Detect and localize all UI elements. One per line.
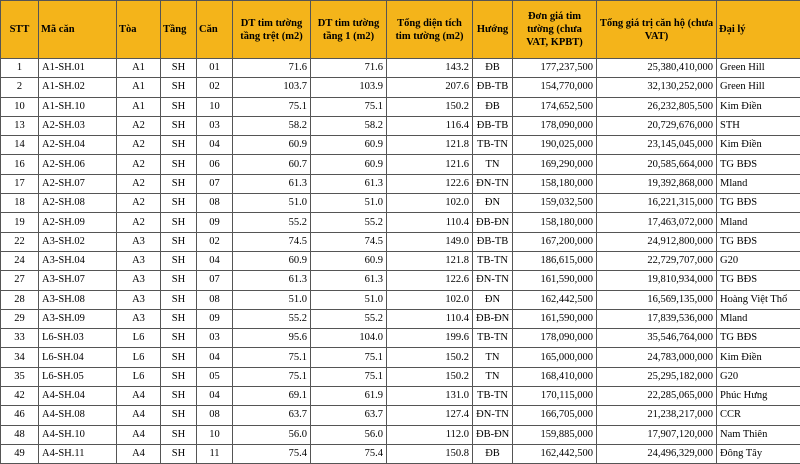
cell-total-area: 102.0 — [387, 290, 473, 309]
header-unit-code: Mã căn — [39, 1, 117, 59]
cell-stt: 46 — [1, 406, 39, 425]
cell-unit-price: 177,237,500 — [513, 59, 597, 78]
cell-ground-area: 103.7 — [233, 78, 311, 97]
cell-stt: 1 — [1, 59, 39, 78]
cell-unit: 08 — [197, 194, 233, 213]
cell-floor1-area: 55.2 — [311, 213, 387, 232]
cell-agency: Green Hill — [717, 59, 800, 78]
table-row — [1, 329, 800, 348]
cell-ground-area: 61.3 — [233, 174, 311, 193]
cell-direction: ĐN-TN — [473, 406, 513, 425]
cell-agency: Phúc Hưng — [717, 387, 800, 406]
cell-unit-price: 162,442,500 — [513, 290, 597, 309]
cell-total-area: 150.8 — [387, 444, 473, 463]
header-stt: STT — [1, 1, 39, 59]
cell-floor1-area: 71.6 — [311, 59, 387, 78]
cell-floor: SH — [161, 329, 197, 348]
cell-unit-price: 168,410,000 — [513, 367, 597, 386]
cell-total-area: 143.2 — [387, 59, 473, 78]
cell-tower: A4 — [117, 444, 161, 463]
cell-direction: ĐB-TB — [473, 116, 513, 135]
cell-tower: A3 — [117, 251, 161, 270]
cell-ground-area: 60.9 — [233, 136, 311, 155]
cell-tower: A2 — [117, 116, 161, 135]
cell-agency: CCR — [717, 406, 800, 425]
cell-unit-price: 178,090,000 — [513, 329, 597, 348]
cell-direction: ĐB — [473, 444, 513, 463]
cell-unit-code: A2-SH.06 — [39, 155, 117, 174]
cell-direction: TN — [473, 367, 513, 386]
cell-total-area: 207.6 — [387, 78, 473, 97]
header-ground-area: DT tim tường tầng trệt (m2) — [233, 1, 311, 59]
table-row — [1, 174, 800, 193]
header-row — [1, 1, 800, 59]
cell-total-value: 23,145,045,000 — [597, 136, 717, 155]
cell-direction: ĐB-ĐN — [473, 213, 513, 232]
cell-total-value: 25,380,410,000 — [597, 59, 717, 78]
cell-unit: 10 — [197, 425, 233, 444]
cell-total-value: 21,238,217,000 — [597, 406, 717, 425]
cell-stt: 27 — [1, 271, 39, 290]
table-row — [1, 290, 800, 309]
cell-floor1-area: 61.9 — [311, 387, 387, 406]
cell-unit-price: 161,590,000 — [513, 309, 597, 328]
cell-floor1-area: 103.9 — [311, 78, 387, 97]
cell-tower: A4 — [117, 406, 161, 425]
cell-unit: 09 — [197, 213, 233, 232]
cell-tower: A1 — [117, 97, 161, 116]
cell-direction: ĐB-ĐN — [473, 425, 513, 444]
table-row — [1, 425, 800, 444]
cell-unit-code: A3-SH.02 — [39, 232, 117, 251]
cell-unit-code: A4-SH.08 — [39, 406, 117, 425]
header-agency: Đại lý — [717, 1, 800, 59]
cell-unit: 09 — [197, 309, 233, 328]
cell-floor: SH — [161, 174, 197, 193]
table-body — [1, 59, 800, 464]
cell-floor1-area: 75.1 — [311, 97, 387, 116]
cell-unit-price: 159,885,000 — [513, 425, 597, 444]
cell-tower: A3 — [117, 309, 161, 328]
cell-floor1-area: 63.7 — [311, 406, 387, 425]
cell-unit: 01 — [197, 59, 233, 78]
cell-tower: A1 — [117, 59, 161, 78]
cell-total-area: 131.0 — [387, 387, 473, 406]
cell-unit-code: A2-SH.03 — [39, 116, 117, 135]
cell-total-area: 121.8 — [387, 251, 473, 270]
cell-ground-area: 60.7 — [233, 155, 311, 174]
cell-stt: 33 — [1, 329, 39, 348]
cell-total-value: 20,585,664,000 — [597, 155, 717, 174]
cell-ground-area: 61.3 — [233, 271, 311, 290]
cell-unit-code: A1-SH.02 — [39, 78, 117, 97]
cell-agency: TG BĐS — [717, 271, 800, 290]
cell-unit: 04 — [197, 136, 233, 155]
cell-total-value: 35,546,764,000 — [597, 329, 717, 348]
cell-stt: 34 — [1, 348, 39, 367]
cell-floor: SH — [161, 213, 197, 232]
cell-direction: TB-TN — [473, 329, 513, 348]
cell-stt: 13 — [1, 116, 39, 135]
cell-unit: 05 — [197, 367, 233, 386]
cell-agency: Mland — [717, 309, 800, 328]
cell-unit-price: 158,180,000 — [513, 213, 597, 232]
header-floor: Tầng — [161, 1, 197, 59]
cell-ground-area: 75.1 — [233, 97, 311, 116]
cell-stt: 29 — [1, 309, 39, 328]
cell-ground-area: 95.6 — [233, 329, 311, 348]
cell-floor: SH — [161, 194, 197, 213]
cell-unit-price: 165,000,000 — [513, 348, 597, 367]
cell-agency: TG BĐS — [717, 232, 800, 251]
cell-direction: ĐB-TB — [473, 78, 513, 97]
cell-unit-price: 169,290,000 — [513, 155, 597, 174]
cell-floor1-area: 51.0 — [311, 290, 387, 309]
table-row — [1, 194, 800, 213]
table-row — [1, 136, 800, 155]
cell-ground-area: 75.1 — [233, 367, 311, 386]
cell-tower: L6 — [117, 348, 161, 367]
cell-stt: 49 — [1, 444, 39, 463]
cell-unit-price: 170,115,000 — [513, 387, 597, 406]
table-row — [1, 59, 800, 78]
cell-total-value: 17,463,072,000 — [597, 213, 717, 232]
table-row — [1, 387, 800, 406]
table-row — [1, 97, 800, 116]
cell-tower: A2 — [117, 155, 161, 174]
cell-floor: SH — [161, 406, 197, 425]
cell-tower: L6 — [117, 367, 161, 386]
cell-direction: ĐB-ĐN — [473, 309, 513, 328]
cell-unit-price: 166,705,000 — [513, 406, 597, 425]
table-row — [1, 348, 800, 367]
cell-unit: 04 — [197, 251, 233, 270]
cell-agency: Mland — [717, 213, 800, 232]
cell-total-value: 19,810,934,000 — [597, 271, 717, 290]
cell-total-value: 26,232,805,500 — [597, 97, 717, 116]
cell-tower: A3 — [117, 232, 161, 251]
cell-unit-price: 174,652,500 — [513, 97, 597, 116]
cell-agency: Green Hill — [717, 78, 800, 97]
cell-stt: 14 — [1, 136, 39, 155]
cell-stt: 18 — [1, 194, 39, 213]
cell-unit-price: 158,180,000 — [513, 174, 597, 193]
cell-total-value: 24,912,800,000 — [597, 232, 717, 251]
cell-unit-price: 167,200,000 — [513, 232, 597, 251]
cell-unit-code: A1-SH.10 — [39, 97, 117, 116]
cell-total-area: 121.8 — [387, 136, 473, 155]
cell-unit-code: A2-SH.09 — [39, 213, 117, 232]
table-row — [1, 251, 800, 270]
cell-unit-price: 190,025,000 — [513, 136, 597, 155]
header-tower: Tòa — [117, 1, 161, 59]
cell-total-value: 17,839,536,000 — [597, 309, 717, 328]
cell-unit-code: A1-SH.01 — [39, 59, 117, 78]
cell-ground-area: 56.0 — [233, 425, 311, 444]
table-row — [1, 78, 800, 97]
cell-total-value: 20,729,676,000 — [597, 116, 717, 135]
cell-direction: ĐN — [473, 194, 513, 213]
cell-floor: SH — [161, 387, 197, 406]
table-row — [1, 444, 800, 463]
cell-total-value: 32,130,252,000 — [597, 78, 717, 97]
cell-floor: SH — [161, 97, 197, 116]
cell-agency: Nam Thiên — [717, 425, 800, 444]
cell-unit: 02 — [197, 78, 233, 97]
cell-unit-price: 154,770,000 — [513, 78, 597, 97]
cell-agency: Kim Điền — [717, 136, 800, 155]
cell-agency: G20 — [717, 367, 800, 386]
cell-stt: 48 — [1, 425, 39, 444]
cell-agency: TG BĐS — [717, 155, 800, 174]
cell-direction: ĐB — [473, 97, 513, 116]
cell-total-area: 150.2 — [387, 367, 473, 386]
cell-total-value: 22,285,065,000 — [597, 387, 717, 406]
cell-total-value: 24,496,329,000 — [597, 444, 717, 463]
cell-direction: TB-TN — [473, 387, 513, 406]
cell-unit-code: A3-SH.07 — [39, 271, 117, 290]
cell-agency: TG BĐS — [717, 194, 800, 213]
cell-unit-code: L6-SH.03 — [39, 329, 117, 348]
cell-ground-area: 55.2 — [233, 213, 311, 232]
cell-unit-code: A3-SH.09 — [39, 309, 117, 328]
cell-tower: A4 — [117, 425, 161, 444]
cell-stt: 2 — [1, 78, 39, 97]
cell-floor1-area: 74.5 — [311, 232, 387, 251]
header-unit-price: Đơn giá tim tường (chưa VAT, KPBT) — [513, 1, 597, 59]
cell-floor1-area: 60.9 — [311, 155, 387, 174]
cell-total-area: 116.4 — [387, 116, 473, 135]
cell-tower: A1 — [117, 78, 161, 97]
cell-agency: TG BĐS — [717, 329, 800, 348]
cell-tower: A2 — [117, 213, 161, 232]
cell-agency: STH — [717, 116, 800, 135]
cell-unit-price: 161,590,000 — [513, 271, 597, 290]
cell-stt: 19 — [1, 213, 39, 232]
cell-tower: A2 — [117, 174, 161, 193]
cell-total-area: 149.0 — [387, 232, 473, 251]
cell-ground-area: 63.7 — [233, 406, 311, 425]
cell-total-area: 122.6 — [387, 174, 473, 193]
table-row — [1, 116, 800, 135]
cell-total-area: 150.2 — [387, 97, 473, 116]
cell-floor: SH — [161, 116, 197, 135]
cell-unit: 11 — [197, 444, 233, 463]
table-row — [1, 367, 800, 386]
cell-floor1-area: 75.1 — [311, 348, 387, 367]
cell-total-area: 102.0 — [387, 194, 473, 213]
cell-unit: 07 — [197, 271, 233, 290]
header-total-value: Tổng giá trị căn hộ (chưa VAT) — [597, 1, 717, 59]
cell-direction: TB-TN — [473, 251, 513, 270]
cell-agency: Mland — [717, 174, 800, 193]
cell-total-area: 112.0 — [387, 425, 473, 444]
cell-unit: 08 — [197, 290, 233, 309]
cell-stt: 17 — [1, 174, 39, 193]
cell-total-value: 17,907,120,000 — [597, 425, 717, 444]
cell-floor1-area: 60.9 — [311, 251, 387, 270]
cell-unit: 06 — [197, 155, 233, 174]
cell-agency: Đông Tây — [717, 444, 800, 463]
cell-ground-area: 69.1 — [233, 387, 311, 406]
cell-ground-area: 51.0 — [233, 290, 311, 309]
cell-agency: Kim Điền — [717, 348, 800, 367]
cell-total-area: 121.6 — [387, 155, 473, 174]
cell-unit: 03 — [197, 329, 233, 348]
cell-direction: TB-TN — [473, 136, 513, 155]
cell-unit-code: A3-SH.08 — [39, 290, 117, 309]
table-row — [1, 271, 800, 290]
cell-floor: SH — [161, 155, 197, 174]
cell-stt: 35 — [1, 367, 39, 386]
cell-unit: 04 — [197, 387, 233, 406]
cell-ground-area: 55.2 — [233, 309, 311, 328]
cell-total-value: 22,729,707,000 — [597, 251, 717, 270]
cell-floor: SH — [161, 136, 197, 155]
cell-floor: SH — [161, 59, 197, 78]
cell-unit: 07 — [197, 174, 233, 193]
cell-unit-code: L6-SH.05 — [39, 367, 117, 386]
cell-total-value: 16,221,315,000 — [597, 194, 717, 213]
cell-total-area: 110.4 — [387, 213, 473, 232]
cell-floor: SH — [161, 348, 197, 367]
cell-direction: ĐB — [473, 59, 513, 78]
header-direction: Hướng — [473, 1, 513, 59]
cell-tower: L6 — [117, 329, 161, 348]
header-total-area: Tổng diện tích tim tường (m2) — [387, 1, 473, 59]
cell-floor: SH — [161, 290, 197, 309]
table-row — [1, 155, 800, 174]
cell-unit-price: 159,032,500 — [513, 194, 597, 213]
cell-unit-code: A4-SH.11 — [39, 444, 117, 463]
cell-ground-area: 51.0 — [233, 194, 311, 213]
cell-unit: 10 — [197, 97, 233, 116]
cell-floor1-area: 75.1 — [311, 367, 387, 386]
cell-direction: TN — [473, 155, 513, 174]
cell-direction: ĐB-TB — [473, 232, 513, 251]
table-row — [1, 309, 800, 328]
cell-total-area: 199.6 — [387, 329, 473, 348]
cell-floor1-area: 75.4 — [311, 444, 387, 463]
cell-total-area: 127.4 — [387, 406, 473, 425]
cell-floor: SH — [161, 232, 197, 251]
cell-agency: Kim Điền — [717, 97, 800, 116]
cell-floor: SH — [161, 271, 197, 290]
header-unit: Căn — [197, 1, 233, 59]
cell-floor1-area: 56.0 — [311, 425, 387, 444]
cell-floor: SH — [161, 251, 197, 270]
cell-floor1-area: 61.3 — [311, 271, 387, 290]
cell-ground-area: 74.5 — [233, 232, 311, 251]
cell-floor: SH — [161, 367, 197, 386]
cell-ground-area: 71.6 — [233, 59, 311, 78]
cell-unit: 04 — [197, 348, 233, 367]
cell-floor1-area: 104.0 — [311, 329, 387, 348]
cell-floor1-area: 58.2 — [311, 116, 387, 135]
cell-agency: Hoàng Việt Thổ — [717, 290, 800, 309]
cell-floor1-area: 60.9 — [311, 136, 387, 155]
cell-stt: 28 — [1, 290, 39, 309]
cell-tower: A2 — [117, 136, 161, 155]
cell-unit: 03 — [197, 116, 233, 135]
table-row — [1, 406, 800, 425]
cell-stt: 24 — [1, 251, 39, 270]
cell-unit: 08 — [197, 406, 233, 425]
cell-unit-code: A2-SH.07 — [39, 174, 117, 193]
cell-stt: 10 — [1, 97, 39, 116]
cell-floor1-area: 51.0 — [311, 194, 387, 213]
cell-stt: 42 — [1, 387, 39, 406]
cell-stt: 22 — [1, 232, 39, 251]
cell-ground-area: 75.1 — [233, 348, 311, 367]
cell-direction: ĐN — [473, 290, 513, 309]
table-header — [1, 1, 800, 59]
cell-floor: SH — [161, 425, 197, 444]
cell-floor: SH — [161, 309, 197, 328]
cell-total-value: 24,783,000,000 — [597, 348, 717, 367]
cell-agency: G20 — [717, 251, 800, 270]
cell-floor: SH — [161, 444, 197, 463]
cell-tower: A4 — [117, 387, 161, 406]
cell-unit-code: A2-SH.08 — [39, 194, 117, 213]
cell-unit-code: A4-SH.04 — [39, 387, 117, 406]
cell-floor1-area: 61.3 — [311, 174, 387, 193]
cell-direction: ĐN-TN — [473, 271, 513, 290]
cell-total-value: 16,569,135,000 — [597, 290, 717, 309]
cell-direction: ĐN-TN — [473, 174, 513, 193]
cell-unit-price: 178,090,000 — [513, 116, 597, 135]
cell-ground-area: 60.9 — [233, 251, 311, 270]
cell-total-area: 122.6 — [387, 271, 473, 290]
cell-direction: TN — [473, 348, 513, 367]
cell-unit: 02 — [197, 232, 233, 251]
cell-total-value: 19,392,868,000 — [597, 174, 717, 193]
cell-total-area: 150.2 — [387, 348, 473, 367]
cell-tower: A3 — [117, 290, 161, 309]
cell-unit-code: A4-SH.10 — [39, 425, 117, 444]
cell-unit-code: L6-SH.04 — [39, 348, 117, 367]
cell-tower: A2 — [117, 194, 161, 213]
table-row — [1, 213, 800, 232]
cell-tower: A3 — [117, 271, 161, 290]
cell-total-value: 25,295,182,000 — [597, 367, 717, 386]
cell-unit-code: A3-SH.04 — [39, 251, 117, 270]
cell-unit-price: 186,615,000 — [513, 251, 597, 270]
cell-total-area: 110.4 — [387, 309, 473, 328]
cell-unit-price: 162,442,500 — [513, 444, 597, 463]
cell-unit-code: A2-SH.04 — [39, 136, 117, 155]
cell-floor1-area: 55.2 — [311, 309, 387, 328]
cell-ground-area: 58.2 — [233, 116, 311, 135]
header-floor1-area: DT tim tường tầng 1 (m2) — [311, 1, 387, 59]
table-row — [1, 232, 800, 251]
cell-floor: SH — [161, 78, 197, 97]
cell-ground-area: 75.4 — [233, 444, 311, 463]
cell-stt: 16 — [1, 155, 39, 174]
